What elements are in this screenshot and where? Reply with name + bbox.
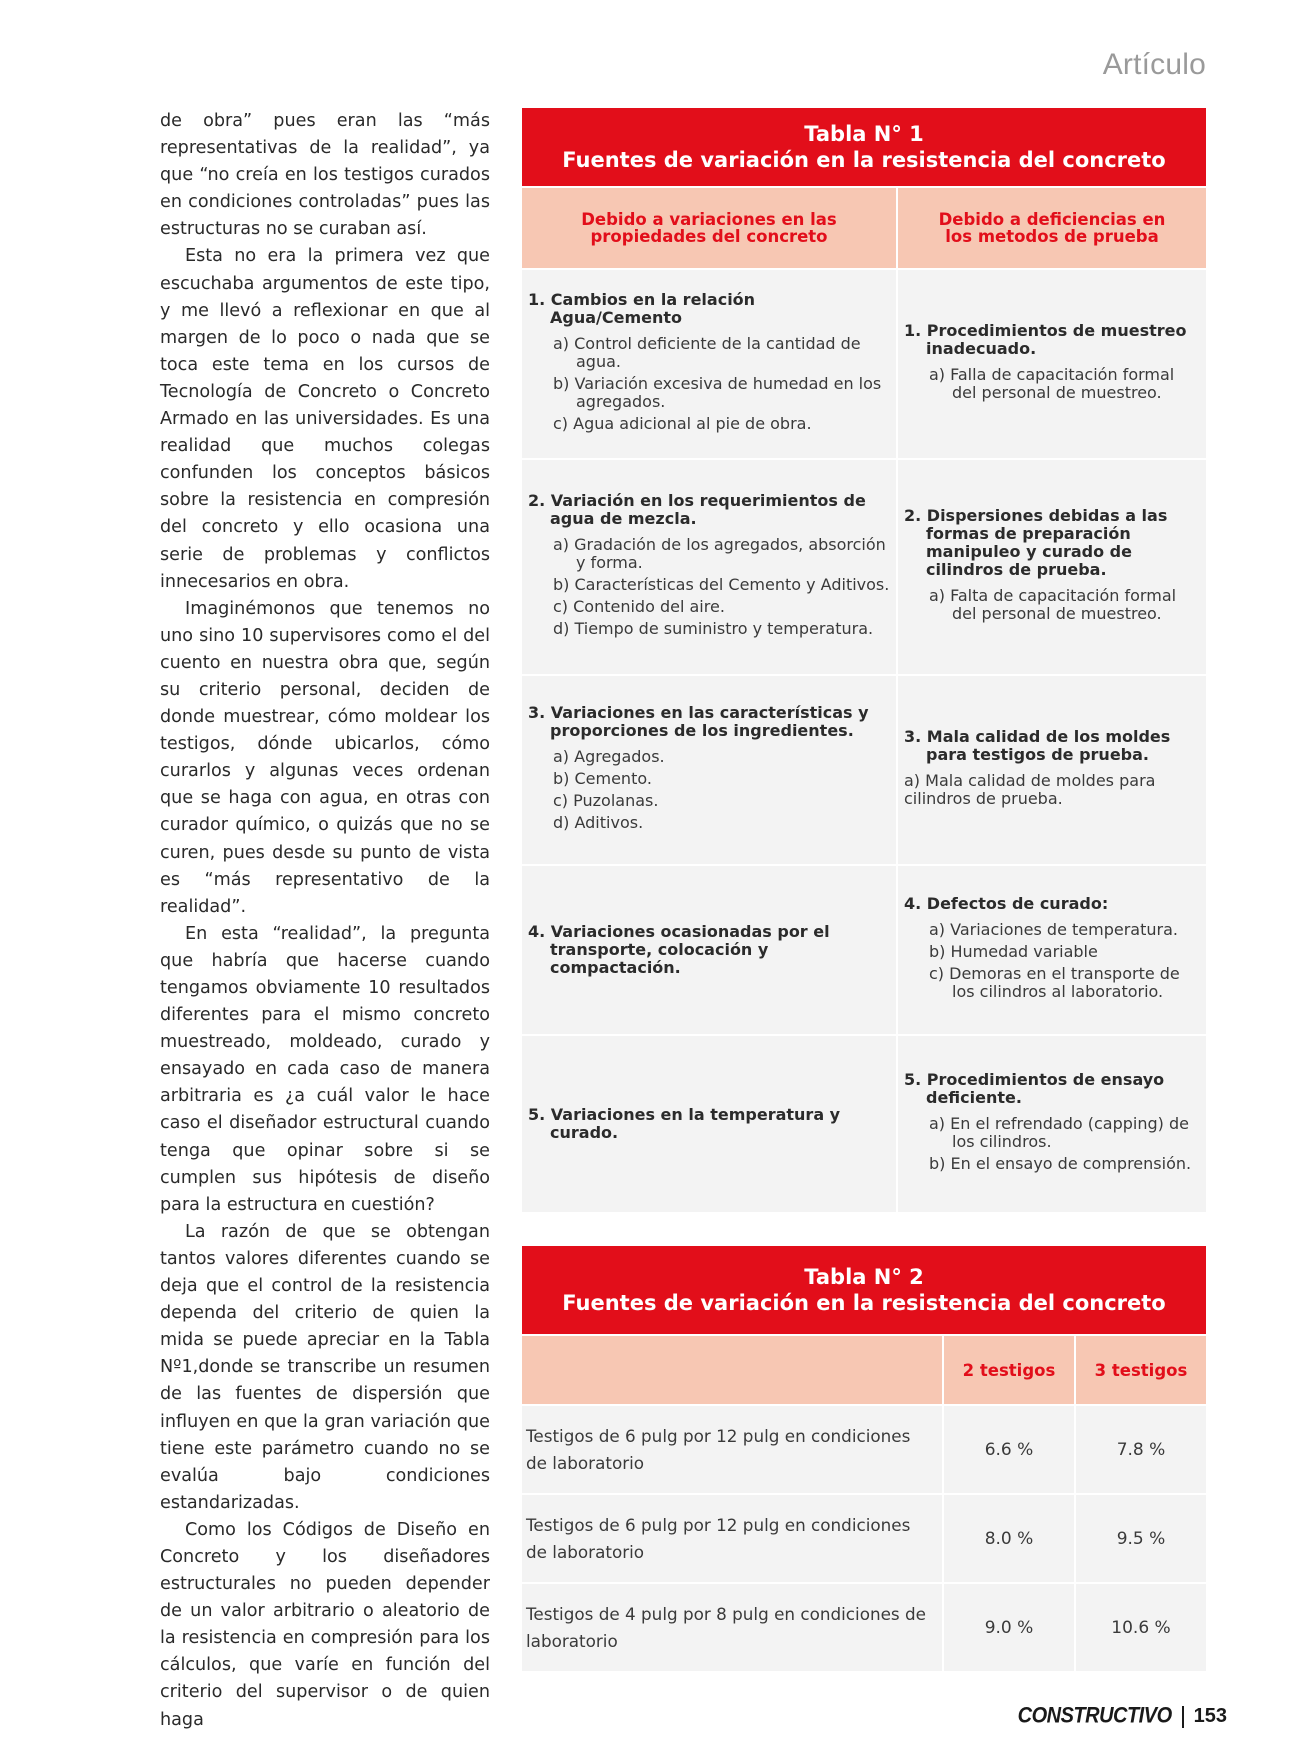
cell-item: a) Falta de capacitación formal del personal de muestreo.	[929, 586, 1177, 623]
table-2-title: Tabla N° 2	[804, 1265, 924, 1289]
cell-item: a) Control deficiente de la cantidad de agua.	[553, 334, 861, 371]
table-cell-left	[522, 270, 896, 458]
row-description: Testigos de 6 pulg por 12 pulg en condiciones de laboratorio	[526, 1425, 911, 1473]
table-row	[522, 458, 1206, 674]
table-cell-right	[896, 270, 1206, 458]
cell-item: b) En el ensayo de comprensión.	[929, 1154, 1192, 1173]
table-cell-right	[896, 460, 1206, 674]
table-row	[522, 268, 1206, 458]
cell-item: c) Demoras en el transporte de los cilindros al laboratorio.	[929, 964, 1180, 1001]
page-footer	[1018, 1705, 1227, 1728]
section-label: Artículo	[1102, 48, 1206, 81]
cell-item: d) Aditivos.	[553, 813, 644, 832]
body-paragraph: Como los Códigos de Diseño en Concreto y los diseñadores estructurales no pueden depender de un valor arbitrario o aleatorio de la resistencia en compresión para los cálculos, que varíe en función del criterio del supervisor o de quien haga	[160, 1519, 490, 1730]
cell-item: a) Agregados.	[553, 747, 665, 766]
cell-item: b) Humedad variable	[929, 942, 1098, 961]
cell-title: 1. Procedimientos de muestreo inadecuado.	[904, 321, 1187, 358]
table-1-column-headers	[522, 186, 1206, 268]
table-1-subtitle: Fuentes de variación en la resistencia del concreto	[562, 148, 1166, 172]
cell-title: 1. Cambios en la relación Agua/Cemento	[528, 290, 756, 327]
table-cell-left	[522, 460, 896, 674]
cell-title: 4. Defectos de curado:	[904, 894, 1109, 913]
footer-divider	[1182, 1706, 1184, 1728]
table-row	[522, 1582, 1206, 1671]
cell-title: 2. Dispersiones debidas a las formas de preparación manipuleo y curado de cilindros de prueba.	[904, 506, 1168, 579]
row-description: Testigos de 4 pulg por 8 pulg en condiciones de laboratorio	[526, 1603, 926, 1651]
magazine-name: CONSTRUCTIVO	[1017, 1703, 1172, 1729]
body-paragraph: de obra” pues eran las “más representativas de la realidad”, ya que “no creía en los testigos curados en condiciones controladas” pues las estructuras no se curaban así.	[160, 111, 490, 240]
table-cell-right	[896, 676, 1206, 864]
value-2-testigos: 8.0 %	[942, 1495, 1074, 1582]
cell-title: 5. Procedimientos de ensayo deficiente.	[904, 1070, 1165, 1107]
cell-title: 5. Variaciones en la temperatura y curado.	[528, 1105, 841, 1142]
column-header-3-testigos: 3 testigos	[1074, 1336, 1206, 1404]
value-3-testigos: 10.6 %	[1074, 1584, 1206, 1671]
cell-item: a) Gradación de los agregados, absorción y forma.	[553, 535, 886, 572]
column-header-empty	[522, 1336, 942, 1404]
table-cell-right	[896, 866, 1206, 1034]
value-3-testigos: 9.5 %	[1074, 1495, 1206, 1582]
cell-item: a) Mala calidad de moldes para cilindros de prueba.	[904, 771, 1156, 808]
column-header-left: Debido a variaciones en las propiedades del concreto	[581, 210, 837, 246]
column-header-2-testigos: 2 testigos	[942, 1336, 1074, 1404]
cell-title: 2. Variación en los requerimientos de agua de mezcla.	[528, 491, 866, 528]
value-2-testigos: 6.6 %	[942, 1406, 1074, 1493]
row-description: Testigos de 6 pulg por 12 pulg en condiciones de laboratorio	[526, 1514, 911, 1562]
table-cell-right	[896, 1036, 1206, 1212]
table-1-header	[522, 108, 1206, 186]
body-paragraph: En esta “realidad”, la pregunta que habría que hacerse cuando tengamos obviamente 10 resultados diferentes para el mismo concreto muestreado, moldeado, curado y ensayado en cada caso de manera arbitraria es ¿a cuál valor le hace caso el diseñador estructural cuando tenga que opinar sobre si se cumplen sus hipótesis de diseño para la estructura en cuestión?	[160, 923, 490, 1215]
table-row	[522, 1034, 1206, 1212]
table-row	[522, 864, 1206, 1034]
column-header-right: Debido a deficiencias en los metodos de prueba	[896, 188, 1206, 268]
body-paragraph: La razón de que se obtengan tantos valores diferentes cuando se deja que el control de la resistencia dependa del criterio de quien la mida se puede apreciar en la Tabla Nº1,donde se transcribe un resumen de las fuentes de dispersión que influyen en que la gran variación que tiene este parámetro cuando no se evalúa bajo condiciones estandarizadas.	[160, 1221, 490, 1513]
table-2-header	[522, 1246, 1206, 1334]
body-paragraph: Esta no era la primera vez que escuchaba argumentos de este tipo, y me llevó a reflexionar en que al margen de lo poco o nada que se toca este tema en los cursos de Tecnología de Concreto o Concreto Armado en las universidades. Es una realidad que muchos colegas confunden los conceptos básicos sobre la resistencia en compresión del concreto y ello ocasiona una serie de problemas y conflictos innecesarios en obra.	[160, 246, 490, 592]
value-2-testigos: 9.0 %	[942, 1584, 1074, 1671]
table-2-column-headers	[522, 1334, 1206, 1404]
body-paragraph: Imaginémonos que tenemos no uno sino 10 supervisores como el del cuento en nuestra obra que, según su criterio personal, deciden de donde muestrear, cómo moldear los testigos, dónde ubicarlos, cómo curarlos y algunas veces ordenan que se haga con agua, en otras con curador químico, o quizás que no se curen, pues desde su punto de vista es “más representativo de la realidad”.	[160, 598, 490, 917]
cell-item: a) Variaciones de temperatura.	[929, 920, 1178, 939]
cell-title: 3. Mala calidad de los moldes para testigos de prueba.	[904, 727, 1171, 764]
table-2	[522, 1246, 1206, 1671]
cell-item: d) Tiempo de suministro y temperatura.	[553, 619, 874, 638]
table-2-subtitle: Fuentes de variación en la resistencia del concreto	[562, 1291, 1166, 1315]
cell-item: c) Contenido del aire.	[553, 597, 725, 616]
cell-title: 3. Variaciones en las características y proporciones de los ingredientes.	[528, 703, 869, 740]
cell-item: a) En el refrendado (capping) de los cilindros.	[929, 1114, 1189, 1151]
table-cell-left	[522, 866, 896, 1034]
table-cell-left	[522, 1036, 896, 1212]
cell-title: 4. Variaciones ocasionadas por el transporte, colocación y compactación.	[528, 922, 830, 977]
table-row	[522, 1493, 1206, 1582]
cell-item: b) Cemento.	[553, 769, 652, 788]
table-row	[522, 1404, 1206, 1493]
cell-item: b) Características del Cemento y Aditivos.	[553, 575, 890, 594]
cell-item: a) Falla de capacitación formal del personal de muestreo.	[929, 365, 1175, 402]
value-3-testigos: 7.8 %	[1074, 1406, 1206, 1493]
table-1-title: Tabla N° 1	[804, 122, 924, 146]
table-cell-left	[522, 676, 896, 864]
table-row	[522, 674, 1206, 864]
cell-item: c) Puzolanas.	[553, 791, 659, 810]
article-body-column	[160, 108, 490, 1734]
cell-item: b) Variación excesiva de humedad en los agregados.	[553, 374, 882, 411]
table-1	[522, 108, 1206, 1212]
page-number: 153	[1193, 1705, 1227, 1727]
cell-item: c) Agua adicional al pie de obra.	[553, 414, 812, 433]
